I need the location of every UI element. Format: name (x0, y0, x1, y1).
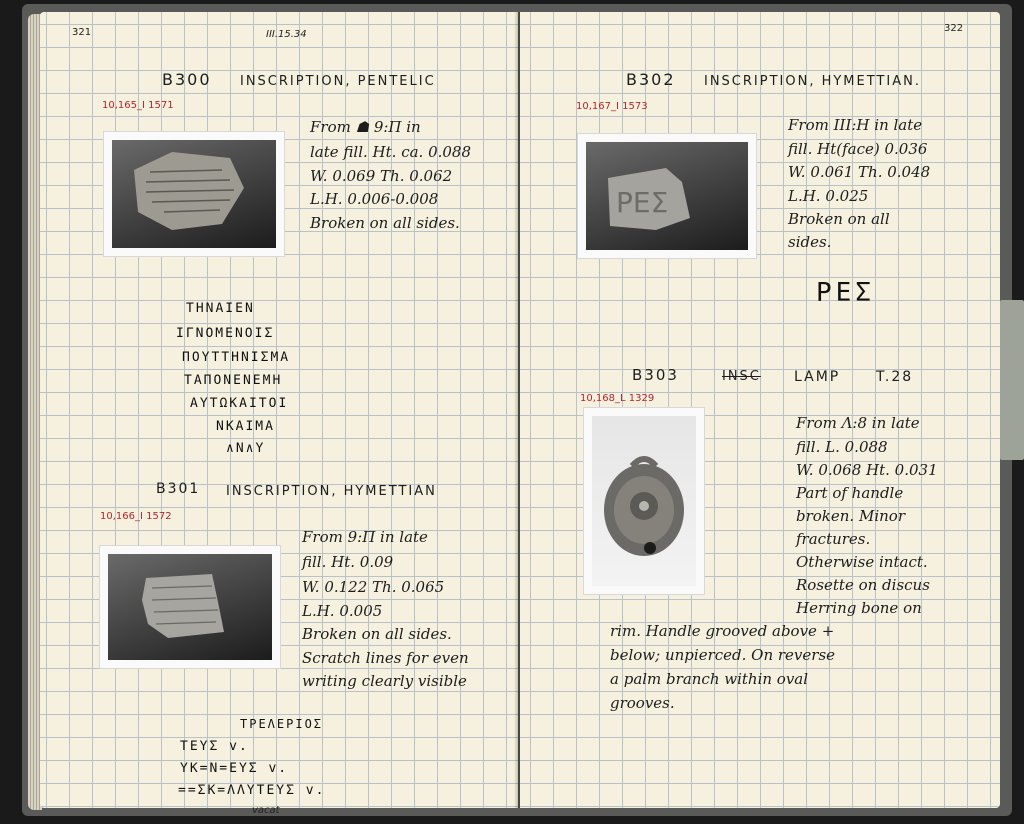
greek-line: ΑΥΤΩΚΑΙΤΟΙ (190, 396, 289, 411)
note-line: Broken on all (788, 210, 890, 228)
greek-line: ΤΡΕΛΕΡΙΟΣ (240, 717, 324, 731)
inventory-b300: 10,165_I 1571 (102, 100, 174, 111)
left-page (40, 12, 518, 816)
inscription-fragment-image (586, 142, 748, 250)
page-number-left: 321 (72, 27, 92, 38)
note-line: L.H. 0.005 (302, 602, 383, 620)
photo-b300 (104, 132, 284, 256)
photo-b302 (578, 134, 756, 258)
bookmark-ribbon (1000, 300, 1024, 460)
entry-title-b301: INSCRIPTION, HYMETTIAN (226, 484, 437, 499)
note-line: fractures. (796, 530, 871, 548)
greek-line: ΠΟΥΤΤΗΝΙΣΜΑ (182, 350, 291, 365)
note-line: Rosette on discus (796, 576, 930, 594)
photo-b301 (100, 546, 280, 668)
note-line: fill. Ht(face) 0.036 (788, 140, 928, 158)
greek-line: ΤΗΝΑΙΕΝ (186, 301, 255, 316)
note-line: L.H. 0.025 (788, 187, 869, 205)
note-line: late fill. Ht. ca. 0.088 (310, 143, 472, 161)
greek-line: ΝΚΑΙΜΑ (216, 419, 275, 434)
lamp-image (592, 416, 696, 586)
note-line: writing clearly visible (302, 672, 467, 690)
note-line: From III:H in late (788, 116, 923, 134)
note-line: From 9:Π in late (302, 528, 428, 546)
note-line: Broken on all sides. (310, 214, 460, 232)
greek-line: ΤΕΥΣ v. (180, 739, 249, 754)
entry-number-b302: B302 (626, 70, 676, 89)
entry-number-b300: B300 (162, 70, 212, 89)
note-line: From Λ:8 in late (796, 414, 920, 432)
greek-line: ==ΣΚ=ΛΛΥΤΕΥΣ v. (178, 783, 326, 798)
note-line: W. 0.061 Th. 0.048 (788, 163, 931, 181)
note-line: Scratch lines for even (302, 649, 469, 667)
note-line: broken. Minor (796, 507, 905, 525)
vacat-note: vacat (252, 805, 280, 816)
entry-title-b302: INSCRIPTION, HYMETTIAN. (704, 74, 921, 89)
note-line: W. 0.122 Th. 0.065 (302, 578, 445, 596)
inscription-fragment-image (108, 554, 272, 660)
note-line: W. 0.068 Ht. 0.031 (796, 461, 938, 479)
transcription-b302: ΡΕΣ (816, 278, 875, 308)
entry-number-b301: B301 (156, 481, 201, 497)
page-number-right: 322 (944, 23, 964, 34)
inventory-b301: 10,166_I 1572 (100, 511, 172, 522)
note-line: Part of handle (796, 484, 904, 502)
entry-title-b303: LAMP (794, 369, 841, 385)
note-line: Herring bone on (796, 599, 922, 617)
note-line: W. 0.069 Th. 0.062 (310, 167, 453, 185)
greek-line: ∧Ν∧Υ (226, 441, 266, 456)
date: III.15.34 (266, 29, 307, 40)
lamp-type: T.28 (876, 369, 914, 385)
note-line: below; unpierced. On reverse (610, 646, 836, 664)
note-line: grooves. (610, 694, 675, 712)
note-line: Otherwise intact. (796, 553, 928, 571)
greek-line: ΥΚ=Ν=ΕΥΣ v. (180, 761, 289, 776)
note-line: fill. Ht. 0.09 (302, 553, 394, 571)
note-line: From ☗ 9:Π in (310, 118, 421, 136)
entry-number-b303: B303 (632, 366, 679, 384)
inventory-b302: 10,167_I 1573 (576, 101, 648, 112)
note-line: rim. Handle grooved above + (610, 622, 835, 640)
note-line: sides. (788, 233, 832, 251)
entry-title-b300: INSCRIPTION, PENTELIC (240, 74, 436, 89)
inscription-fragment-image (112, 140, 276, 248)
svg-text:ΡΕΣ: ΡΕΣ (616, 186, 669, 219)
struck-word: INSC (722, 369, 761, 384)
photo-b303 (584, 408, 704, 594)
inventory-b303: 10,168_L 1329 (580, 393, 655, 404)
note-line: L.H. 0.006-0.008 (310, 190, 439, 208)
greek-line: ΙΓΝΟΜΕΝΟΙΣ (176, 326, 275, 341)
note-line: fill. L. 0.088 (796, 438, 888, 456)
right-page (520, 12, 1000, 808)
note-line: Broken on all sides. (302, 625, 452, 643)
greek-line: ΤΑΠΟΝΕΝΕΜΗ (184, 373, 283, 388)
note-line: a palm branch within oval (610, 670, 809, 688)
